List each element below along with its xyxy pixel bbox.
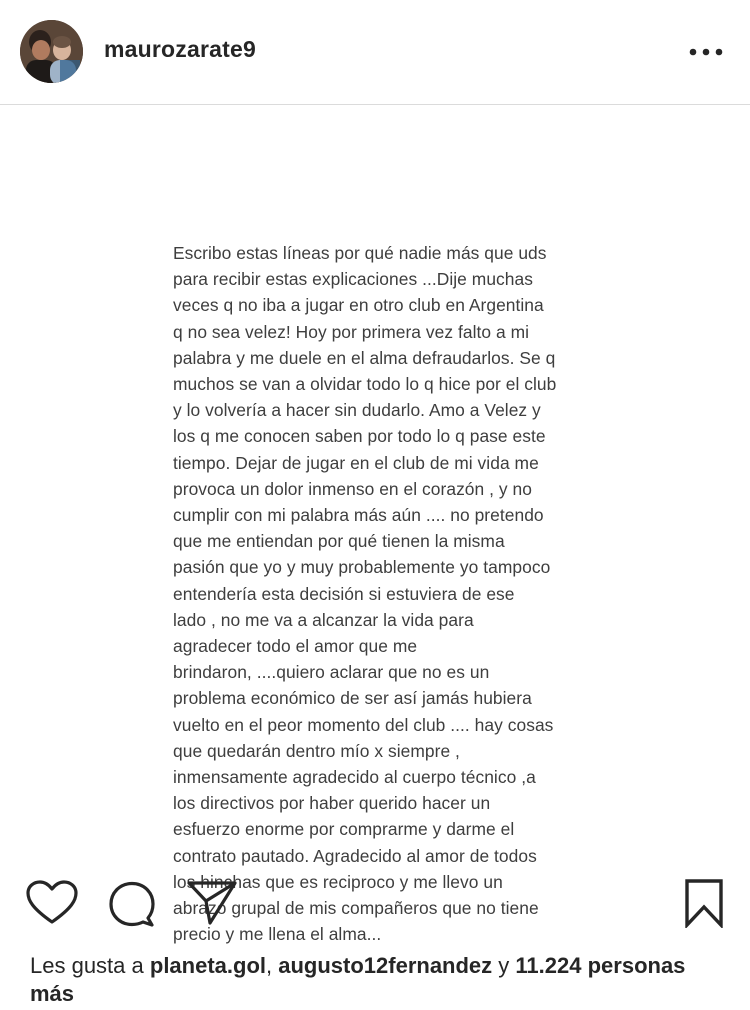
avatar-photo: [20, 20, 83, 83]
likes-summary: [30, 952, 730, 1008]
comment-icon[interactable]: [108, 880, 156, 933]
post-header: [0, 0, 750, 105]
avatar[interactable]: [20, 20, 83, 83]
likes-conjunction: y: [492, 953, 516, 978]
likes-prefix: Les gusta a: [30, 953, 150, 978]
more-options-icon[interactable]: [686, 40, 726, 64]
likes-count[interactable]: 11.224 personas más: [30, 953, 686, 1006]
likes-separator: ,: [266, 953, 279, 978]
post-image[interactable]: [0, 106, 750, 945]
send-icon[interactable]: [186, 880, 238, 931]
heart-icon[interactable]: [26, 880, 78, 931]
liker-link[interactable]: augusto12fernandez: [278, 953, 493, 978]
username[interactable]: maurozarate9: [104, 36, 256, 62]
action-bar: [0, 870, 750, 940]
post-image-text: Escribo estas líneas por qué nadie más que uds para recibir estas explicaciones ...Dije muchas veces q no iba a jugar en otro club en Argentina q no sea velez! Hoy por primera vez falto a mi palabra y me duele en el alma defraudarlos. Se q muchos se van a olvidar todo lo q hice por el club y lo volvería a hacer sin dudarlo. Amo a Velez y los q me conocen saben por todo lo q pase este tiempo. Dejar de jugar en el club de mi vida me provoca un dolor inmenso en el corazón , y no cumplir con mi palabra más aún .... no pretendo que me entiendan por qué tienen la misma pasión que yo y muy probablemente yo tampoco entendería esta decisión si estuviera de ese lado , no me va a alcanzar la vida para agradecer todo el amor que me brindaron, ....quiero aclarar que no es un problema económico de ser así jamás hubiera vuelto en el peor momento del club .... hay cosas que quedarán dentro mío x siempre , inmensamente agradecido al cuerpo técnico ,a los directivos por haber querido hacer un esfuerzo enorme por comprarme y darme el contrato pautado. Agradecido al amor de todos los hinchas que es reciproco y me llevo un abrazo grupal de mis compañeros que no tiene precio y me llena el alma...: [173, 243, 557, 945]
liker-link[interactable]: planeta.gol: [149, 953, 266, 978]
bookmark-icon[interactable]: [684, 878, 724, 933]
